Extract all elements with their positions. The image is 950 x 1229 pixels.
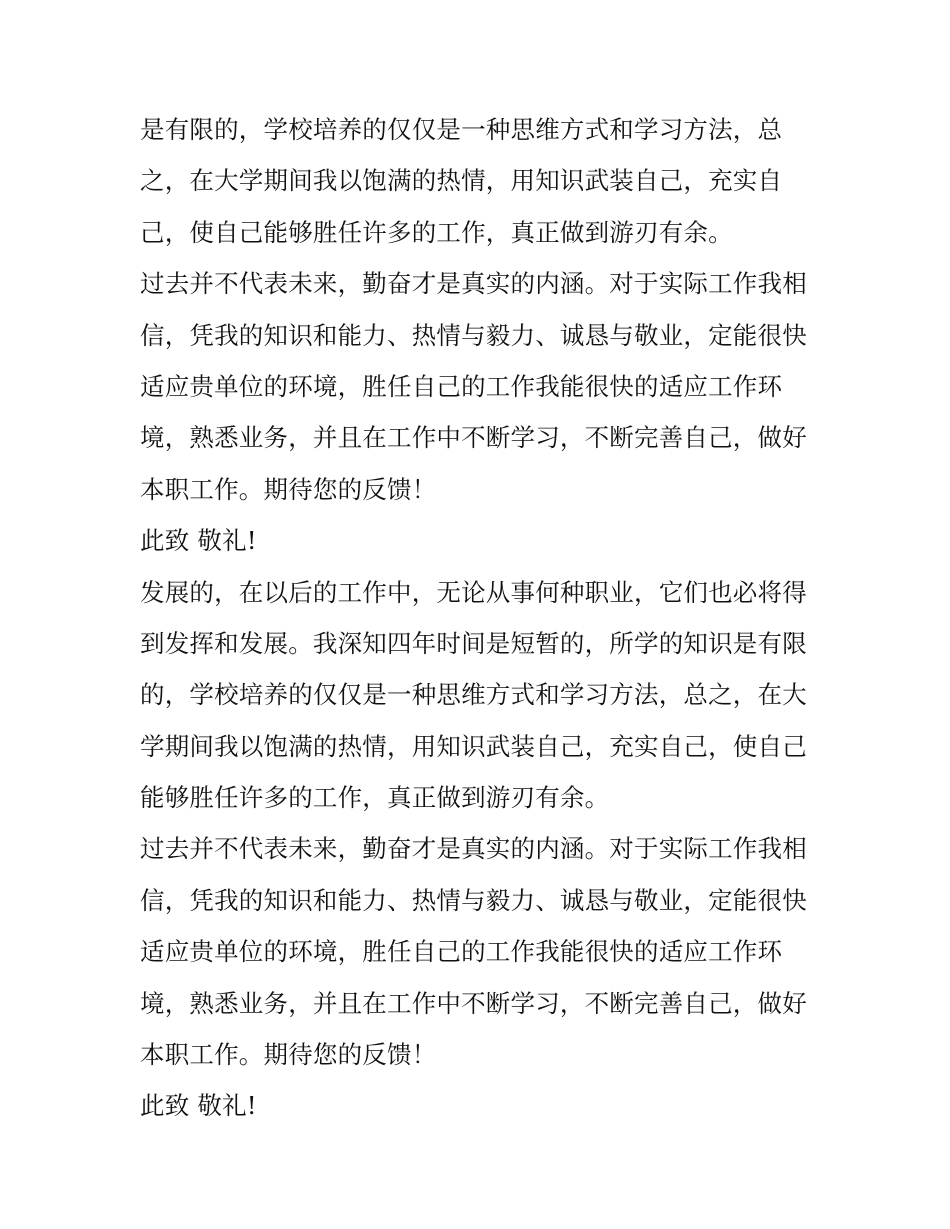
text-line: 本职工作。期待您的反馈！	[140, 1040, 437, 1070]
text-line: 适应贵单位的环境，胜任自己的工作我能很快的适应工作环	[140, 371, 783, 401]
text-line: 的，学校培养的仅仅是一种思维方式和学习方法，总之，在大	[140, 680, 807, 710]
text-line: 发展的，在以后的工作中，无论从事何种职业，它们也必将得	[140, 577, 807, 607]
text-line: 过去并不代表未来，勤奋才是真实的内涵。对于实际工作我相	[140, 269, 807, 299]
text-line: 能够胜任许多的工作，真正做到游刃有余。	[140, 783, 610, 813]
document-body	[140, 104, 820, 1132]
text-line: 境，熟悉业务，并且在工作中不断学习，不断完善自己，做好	[140, 423, 807, 453]
text-line: 过去并不代表未来，勤奋才是真实的内涵。对于实际工作我相	[140, 834, 807, 864]
text-line: 学期间我以饱满的热情，用知识武装自己，充实自己，使自己	[140, 731, 807, 761]
text-line: 信，凭我的知识和能力、热情与毅力、诚恳与敬业，定能很快	[140, 320, 807, 350]
text-line: 到发挥和发展。我深知四年时间是短暂的，所学的知识是有限	[140, 628, 807, 658]
text-line: 本职工作。期待您的反馈！	[140, 474, 437, 504]
text-line: 信，凭我的知识和能力、热情与毅力、诚恳与敬业，定能很快	[140, 885, 807, 915]
text-line: 之，在大学期间我以饱满的热情，用知识武装自己，充实自	[140, 166, 783, 196]
closing-salutation: 此致 敬礼!	[140, 526, 257, 556]
text-line: 适应贵单位的环境，胜任自己的工作我能很快的适应工作环	[140, 937, 783, 967]
text-line: 是有限的，学校培养的仅仅是一种思维方式和学习方法，总	[140, 115, 783, 144]
text-line: 己，使自己能够胜任许多的工作，真正做到游刃有余。	[140, 217, 733, 247]
closing-salutation: 此致 敬礼!	[140, 1091, 257, 1121]
text-line: 境，熟悉业务，并且在工作中不断学习，不断完善自己，做好	[140, 988, 807, 1018]
